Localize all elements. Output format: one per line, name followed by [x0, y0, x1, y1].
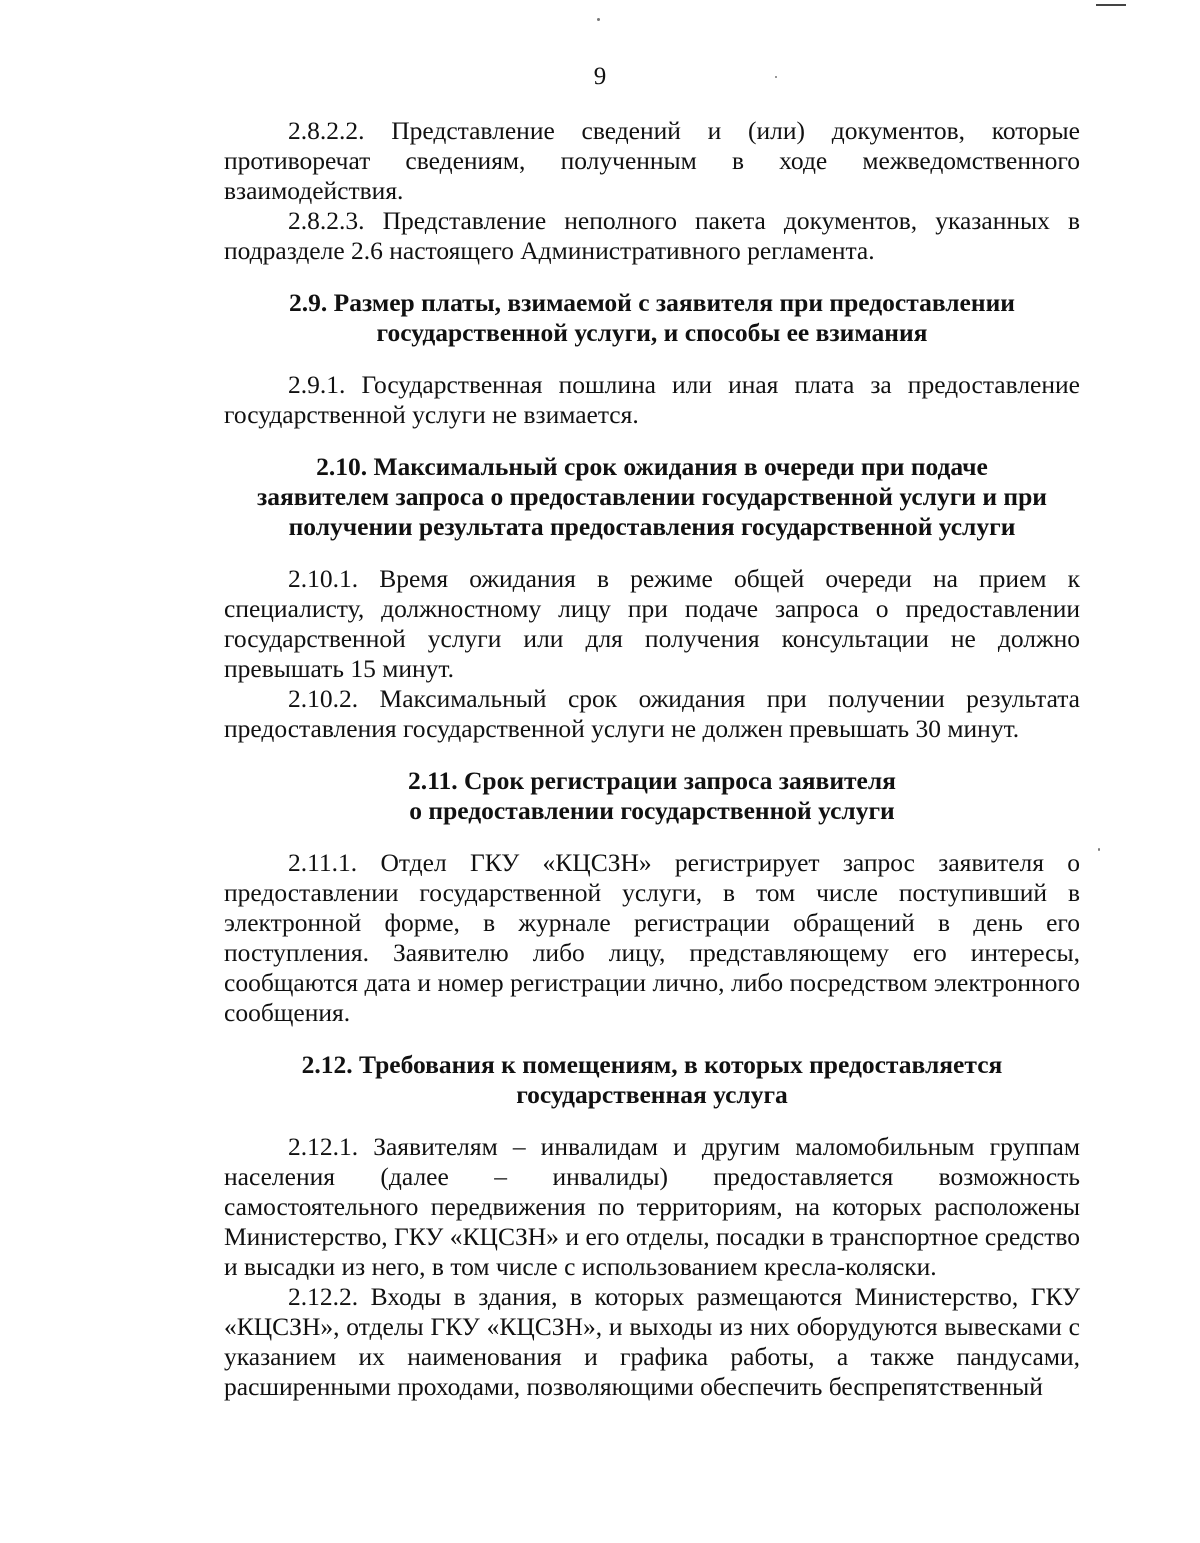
- document-body: [224, 116, 1080, 1402]
- scan-mark: [1096, 4, 1126, 6]
- paragraph: 2.11.1. Отдел ГКУ «КЦСЗН» регистрирует запрос заявителя о предоставлении государственной услуги, в том числе поступивший в электронной форме, в журнале регистрации обращений в день его поступления. Заявителю либо лицу, представляющему его интересы, сообщаются дата и номер регистрации лично, либо посредством электронного сообщения.: [224, 848, 1080, 1027]
- section-heading-line: 2.10. Максимальный срок ожидания в очереди при подаче: [316, 452, 988, 481]
- section-heading-line: 2.12. Требования к помещениям, в которых предоставляется: [301, 1050, 1003, 1079]
- paragraph: 2.12.2. Входы в здания, в которых размещаются Министерство, ГКУ «КЦСЗН», отделы ГКУ «КЦСЗН», и выходы из них оборудуются вывесками с указанием их наименования и графика работы, а также пандусами, расширенными проходами, позволяющими обеспечить беспрепятственный: [224, 1282, 1080, 1401]
- page-number: 9: [593, 63, 607, 90]
- section-heading-line: заявителем запроса о предоставлении государственной услуги и при: [257, 482, 1047, 511]
- scan-speck: [597, 18, 600, 21]
- paragraph: 2.10.1. Время ожидания в режиме общей очереди на прием к специалисту, должностному лицу при подаче запроса о предоставлении государственной услуги или для получения консультации не должно превышать 15 минут.: [224, 564, 1080, 683]
- section-heading-line: государственной услуги, и способы ее взимания: [376, 318, 928, 347]
- section-heading-line: получении результата предоставления государственной услуги: [288, 512, 1016, 541]
- section-heading-line: о предоставлении государственной услуги: [409, 796, 895, 825]
- section-heading: [224, 1050, 1080, 1110]
- scan-speck: [1098, 848, 1100, 851]
- section-heading: [224, 766, 1080, 826]
- section-heading-line: 2.11. Срок регистрации запроса заявителя: [408, 766, 896, 795]
- section-heading: [224, 452, 1080, 542]
- section-heading-line: государственная услуга: [516, 1080, 788, 1109]
- paragraph: 2.8.2.2. Представление сведений и (или) документов, которые противоречат сведениям, полученным в ходе межведомственного взаимодействия.: [224, 116, 1080, 205]
- section-heading-line: 2.9. Размер платы, взимаемой с заявителя при предоставлении: [289, 288, 1015, 317]
- section-heading: [224, 288, 1080, 348]
- paragraph: 2.12.1. Заявителям – инвалидам и другим маломобильным группам населения (далее – инвалиды) предоставляется возможность самостоятельного передвижения по территориям, на которых расположены Министерство, ГКУ «КЦСЗН» и его отделы, посадки в транспортное средство и высадки из него, в том числе с использованием кресла-коляски.: [224, 1132, 1080, 1281]
- paragraph: 2.9.1. Государственная пошлина или иная плата за предоставление государственной услуги не взимается.: [224, 370, 1080, 429]
- paragraph: 2.10.2. Максимальный срок ожидания при получении результата предоставления государственной услуги не должен превышать 30 минут.: [224, 684, 1080, 743]
- paragraph: 2.8.2.3. Представление неполного пакета документов, указанных в подразделе 2.6 настоящего Административного регламента.: [224, 206, 1080, 265]
